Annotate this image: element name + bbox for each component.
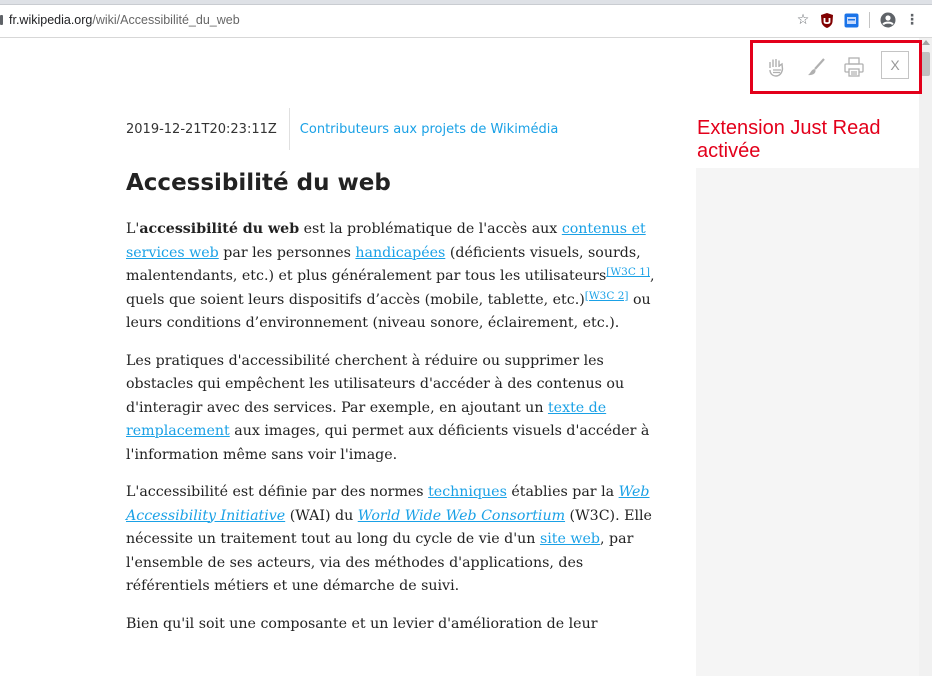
- text-run: par les personnes: [218, 244, 356, 261]
- text-run: est la problématique de l'accès aux: [299, 221, 562, 237]
- just-read-toolbar: [750, 40, 922, 94]
- annotation-text: [697, 117, 927, 163]
- text-run: L': [126, 221, 140, 237]
- link-handicapees[interactable]: handicapées: [355, 244, 446, 261]
- text-run: , quels que soient leurs dispositifs d’accès (mobile, tablette, etc.): [126, 268, 655, 308]
- lock-icon[interactable]: [0, 15, 3, 25]
- link-w3c[interactable]: [358, 508, 565, 524]
- toolbar-separator: [869, 12, 870, 28]
- url-path: /wiki/Accessibilité_du_web: [92, 13, 240, 27]
- url-text[interactable]: [9, 13, 240, 27]
- annotation-line-1: Extension Just Read: [697, 117, 881, 139]
- toolbar-divider: [0, 37, 932, 38]
- text-run: Bien qu'il soit une composante et un levier d'amélioration de leur: [126, 615, 598, 632]
- text-run: (déficients visuels, sourds, malentendants, etc.) et plus généralement par tous les utilisateurs: [126, 244, 641, 284]
- bold-term: accessibilité du web: [139, 221, 300, 237]
- paragraph-1: [126, 218, 666, 336]
- link-w3c-text: World Wide Web Consortium: [357, 507, 566, 524]
- link-wai-text: Web Accessibility Initiative: [126, 484, 650, 524]
- reference-w3c-2[interactable]: [W3C 2]: [584, 289, 629, 302]
- menu-icon[interactable]: ⋮: [905, 12, 919, 28]
- text-run: (WAI) du: [285, 507, 358, 524]
- annotation-line-2: activée: [697, 140, 761, 162]
- reference-w3c-1[interactable]: [W3C 1]: [606, 266, 650, 278]
- text-run: ou leurs conditions d’environnement (niveau sonore, éclairement, etc.).: [126, 291, 651, 331]
- text-run: établies par la: [506, 484, 619, 500]
- paragraph-3: [126, 481, 666, 599]
- text-run: Les pratiques d'accessibilité cherchent à réduire ou supprimer les obstacles qui empêchent les utilisateurs d'accéder à des contenus ou d'interagir avec des services. Par exemple, en ajoutant un: [126, 352, 625, 416]
- omnibox[interactable]: [0, 5, 932, 35]
- link-texte-de-remplacement[interactable]: texte de remplacement: [126, 399, 607, 439]
- paragraph-4: [126, 613, 666, 637]
- article-author-link[interactable]: Contributeurs aux projets de Wikimédia: [299, 121, 559, 137]
- article-body: [126, 218, 666, 650]
- text-run: , par l'ensemble de ses acteurs, via des méthodes d'applications, des référentiels métiers et une démarche de suivi.: [126, 531, 634, 594]
- link-techniques[interactable]: techniques: [428, 484, 507, 500]
- browser-toolbar: [0, 0, 932, 38]
- text-run: L'accessibilité est définie par des normes: [126, 484, 429, 500]
- star-icon[interactable]: ☆: [796, 12, 810, 28]
- article-title: Accessibilité du web: [126, 170, 391, 196]
- browser-actions: [791, 9, 924, 31]
- text-run: aux images, qui permet aux déficients visuels d'accéder à l'information même sans voir l'image.: [126, 423, 650, 463]
- link-site-web[interactable]: site web: [539, 531, 601, 547]
- url-host: fr.wikipedia.org: [9, 13, 93, 27]
- paragraph-2: [126, 350, 666, 468]
- print-icon[interactable]: [841, 53, 867, 81]
- scroll-up-arrow-icon[interactable]: [922, 40, 930, 45]
- brush-icon[interactable]: [803, 53, 829, 81]
- ublock-icon[interactable]: [815, 9, 839, 31]
- side-panel-background: [696, 168, 919, 676]
- article-meta: [126, 108, 558, 150]
- link-contenus-services-web[interactable]: contenus et services web: [126, 221, 646, 261]
- account-icon[interactable]: [876, 9, 900, 31]
- hand-icon[interactable]: [763, 53, 789, 81]
- text-run: (W3C). Elle nécessite un traitement tout au long du cycle de vie d'un: [126, 507, 652, 547]
- close-button[interactable]: X: [881, 51, 909, 79]
- scroll-thumb[interactable]: [921, 52, 930, 76]
- extension-icon[interactable]: [839, 9, 863, 31]
- article-date: 2019-12-21T20:23:11Z: [126, 121, 277, 137]
